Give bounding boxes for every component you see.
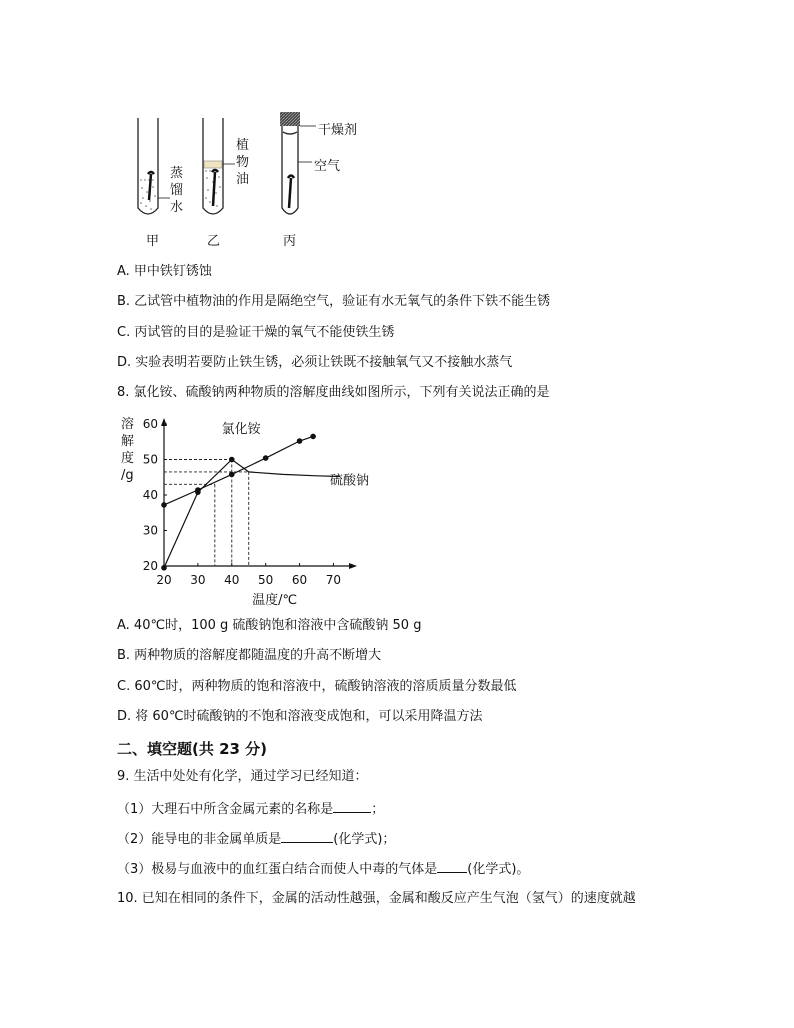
label-char: 水 — [170, 200, 184, 215]
data-point — [263, 455, 269, 461]
q9-stem: 9. 生活中处处有化学，通过学习已经知道： — [117, 769, 368, 784]
solubility-chart-svg — [115, 412, 395, 608]
data-point — [229, 457, 235, 463]
data-point — [229, 472, 235, 478]
label-char: 蒸 — [170, 166, 184, 181]
y-axis-label-char: /g — [121, 468, 134, 483]
q9-item-2-suffix: (化学式)； — [333, 832, 396, 847]
data-point — [310, 434, 316, 440]
series-line — [164, 436, 313, 505]
answer-blank[interactable] — [333, 800, 371, 813]
x-axis-arrow — [349, 563, 357, 569]
tube-bing — [280, 112, 300, 214]
tube-label-yi: 乙 — [207, 234, 221, 249]
distilled-water-label — [170, 165, 184, 216]
label-char: 物 — [236, 155, 250, 170]
y-tick-label: 60 — [142, 417, 158, 431]
y-tick-label: 20 — [142, 559, 158, 573]
x-tick-label: 70 — [325, 573, 342, 587]
x-tick-label: 50 — [258, 573, 274, 587]
q8-option-a: A. 40℃时，100 g 硫酸钠饱和溶液中含硫酸钠 50 g — [117, 618, 422, 633]
y-tick-label: 30 — [142, 523, 158, 538]
q9-item-1-suffix: ； — [371, 802, 385, 817]
q8-option-d: D. 将 60℃时硫酸钠的不饱和溶液变成饱和，可以采用降温方法 — [117, 709, 483, 724]
y-axis-label-char: 溶 — [121, 417, 135, 432]
label-char: 植 — [236, 138, 250, 153]
x-axis-label: 温度/℃ — [252, 593, 298, 608]
answer-blank[interactable] — [281, 830, 333, 843]
data-point — [161, 502, 167, 508]
q7-option-b: B. 乙试管中植物油的作用是隔绝空气，验证有水无氧气的条件下铁不能生锈 — [117, 294, 551, 309]
q7-option-c: C. 丙试管的目的是验证干燥的氧气不能使铁生锈 — [117, 325, 395, 340]
y-axis-label-char: 解 — [121, 434, 135, 449]
q8-option-b: B. 两种物质的溶解度都随温度的升高不断增大 — [117, 648, 382, 663]
x-tick-label: 20 — [156, 573, 172, 587]
tube-yi — [203, 118, 223, 214]
section-title: 二、填空题(共 23 分) — [117, 740, 268, 758]
q9-item-3 — [117, 860, 529, 878]
q9-item-1 — [117, 800, 384, 818]
q9-item-2-text: （2）能导电的非金属单质是 — [117, 832, 282, 847]
solubility-chart — [115, 412, 395, 608]
answer-blank[interactable] — [437, 860, 467, 873]
y-tick-label: 50 — [142, 452, 158, 467]
x-tick-label: 40 — [224, 573, 240, 587]
series-label: 氯化铵 — [221, 421, 261, 437]
x-tick-label: 60 — [291, 573, 308, 587]
desiccant-label: 干燥剂 — [318, 123, 358, 138]
series-line — [164, 460, 340, 568]
air-label: 空气 — [314, 159, 341, 174]
data-point — [297, 438, 303, 444]
x-tick-label: 30 — [190, 573, 206, 587]
tube-jia — [138, 118, 158, 214]
y-axis-arrow — [161, 418, 167, 426]
y-tick-label: 40 — [142, 488, 158, 502]
y-axis-label-char: 度 — [121, 451, 135, 466]
q9-item-1-text: （1）大理石中所含金属元素的名称是 — [117, 802, 334, 817]
series-label: 硫酸钠 — [330, 473, 370, 489]
q9-item-3-suffix: (化学式)。 — [467, 862, 530, 877]
vegetable-oil-label — [236, 137, 250, 188]
q8-option-c: C. 60℃时，两种物质的饱和溶液中，硫酸钠溶液的溶质质量分数最低 — [117, 679, 517, 694]
tube-label-bing: 丙 — [283, 234, 297, 249]
data-point — [195, 489, 201, 495]
label-char: 油 — [236, 172, 250, 187]
q9-item-2 — [117, 830, 395, 848]
q7-option-d: D. 实验表明若要防止铁生锈，必须让铁既不接触氧气又不接触水蒸气 — [117, 355, 513, 370]
tube-label-jia: 甲 — [146, 234, 160, 249]
label-char: 馏 — [170, 183, 184, 198]
q9-item-3-text: （3）极易与血液中的血红蛋白结合而使人中毒的气体是 — [117, 862, 438, 877]
q8-stem: 8. 氯化铵、硫酸钠两种物质的溶解度曲线如图所示，下列有关说法正确的是 — [117, 385, 550, 400]
q7-option-a: A. 甲中铁钉锈蚀 — [117, 264, 212, 279]
q10-stem: 10. 已知在相同的条件下，金属的活动性越强，金属和酸反应产生气泡（氢气）的速度就越 — [117, 891, 636, 906]
